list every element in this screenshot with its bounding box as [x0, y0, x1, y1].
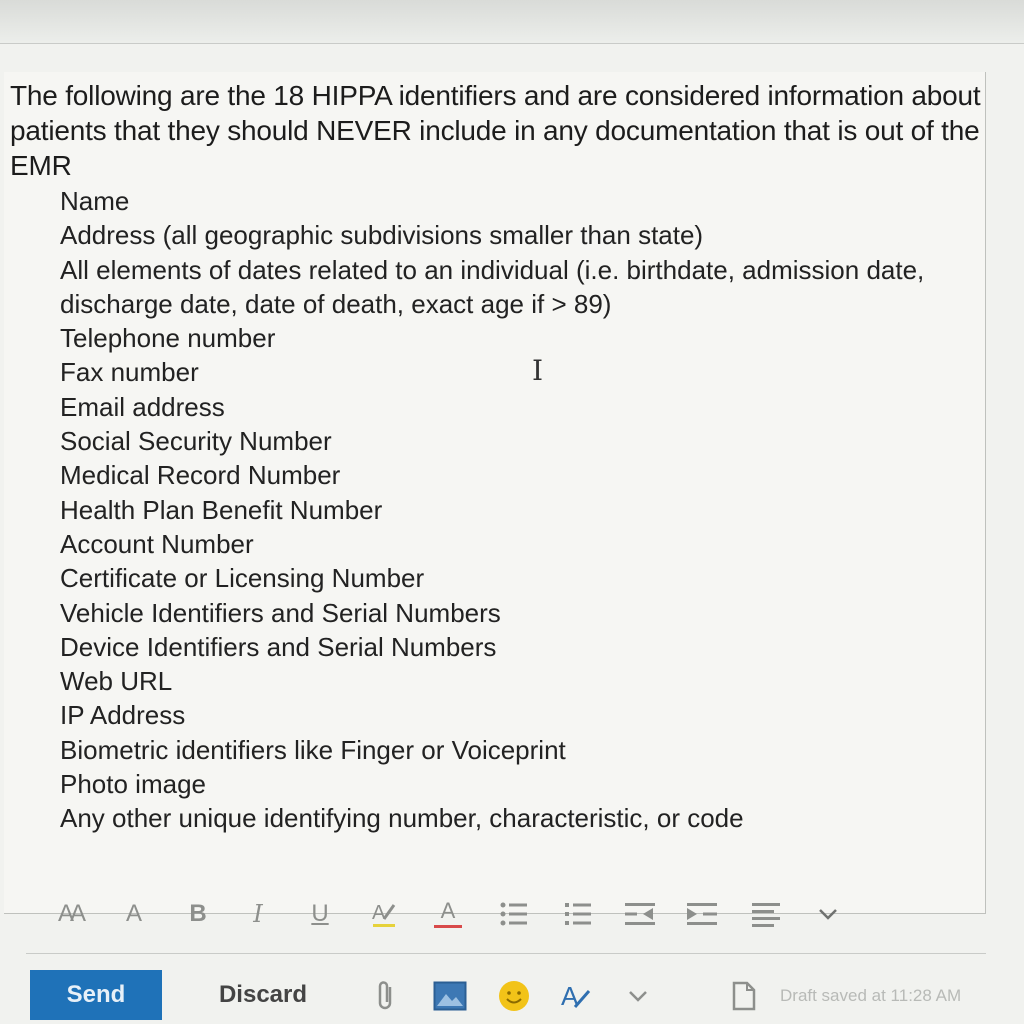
increase-indent-button[interactable] — [680, 894, 724, 934]
list-item: Any other unique identifying number, characteristic, or code — [60, 803, 744, 834]
font-color-button[interactable] — [426, 894, 470, 934]
chevron-down-icon — [817, 906, 839, 922]
underline-button[interactable] — [298, 894, 342, 934]
underline-icon: U — [311, 900, 329, 927]
editor-button[interactable] — [556, 976, 596, 1016]
list-item: Account Number — [60, 528, 254, 559]
identifier-list — [60, 184, 960, 836]
font-color-swatch — [434, 925, 462, 928]
emoji-icon — [497, 979, 531, 1013]
message-body-editor[interactable] — [4, 72, 986, 914]
list-item: Certificate or Licensing Number — [60, 563, 425, 594]
numbering-button[interactable] — [556, 894, 600, 934]
list-item: Web URL — [60, 666, 173, 697]
decrease-indent-icon — [623, 900, 657, 928]
draft-document-icon — [731, 981, 757, 1011]
list-item: Vehicle Identifiers and Serial Numbers — [60, 597, 501, 628]
attach-button[interactable] — [366, 976, 406, 1016]
list-item: Email address — [60, 391, 225, 422]
list-item: Health Plan Benefit Number — [60, 494, 383, 525]
more-actions-button[interactable] — [618, 976, 658, 1016]
font-size-icon: AA — [57, 900, 82, 927]
list-item: IP Address — [60, 700, 186, 731]
font-color-icon — [434, 900, 462, 928]
emoji-button[interactable] — [494, 976, 534, 1016]
svg-text:A: A — [372, 902, 386, 924]
chevron-down-icon — [627, 988, 649, 1004]
decrease-indent-button[interactable] — [618, 894, 662, 934]
compose-pane — [0, 44, 1024, 1024]
italic-button[interactable] — [236, 894, 280, 934]
list-item: Device Identifiers and Serial Numbers — [60, 631, 497, 662]
insert-picture-button[interactable] — [430, 976, 470, 1016]
align-icon — [750, 900, 782, 928]
paperclip-icon — [374, 979, 398, 1013]
bullets-icon — [499, 900, 529, 928]
list-item: Address (all geographic subdivisions smaller than state) — [60, 220, 704, 251]
svg-text:A: A — [561, 981, 579, 1011]
send-button[interactable]: Send — [30, 970, 162, 1020]
align-button[interactable] — [744, 894, 788, 934]
list-item: Medical Record Number — [60, 460, 341, 491]
list-item: Photo image — [60, 769, 206, 800]
bold-icon: B — [189, 900, 207, 927]
picture-icon — [433, 981, 467, 1011]
discard-button[interactable]: Discard — [196, 970, 330, 1020]
increase-indent-icon — [685, 900, 719, 928]
window-top-strip — [0, 0, 1024, 44]
draft-indicator — [724, 976, 764, 1016]
list-item: Name — [60, 186, 130, 216]
list-item: Biometric identifiers like Finger or Voiceprint — [60, 734, 566, 765]
grow-font-button[interactable] — [112, 894, 156, 934]
bold-button[interactable] — [176, 894, 220, 934]
text-cursor-icon: I — [532, 354, 544, 387]
font-color-glyph: A — [440, 898, 456, 923]
grow-font-icon: A — [125, 900, 142, 927]
compose-action-bar — [0, 964, 1024, 1024]
list-item: Telephone number — [60, 323, 276, 354]
font-size-button[interactable] — [48, 894, 92, 934]
list-item: All elements of dates related to an individual (i.e. birthdate, admission date, discharge date, date of death, exact age if > 89) — [60, 254, 925, 319]
highlight-button[interactable] — [362, 894, 406, 934]
highlight-icon — [370, 899, 398, 929]
bullets-button[interactable] — [492, 894, 536, 934]
message-intro: The following are the 18 HIPPA identifiers and are considered information about patients that they should NEVER include in any documentation that is out of the EMR — [10, 80, 981, 181]
draft-status-text: Draft saved at 11:28 AM — [780, 986, 962, 1005]
numbering-icon — [563, 900, 593, 928]
italic-icon: I — [253, 900, 263, 928]
format-toolbar — [26, 874, 986, 954]
list-item: Fax number — [60, 357, 199, 388]
list-item: Social Security Number — [60, 426, 332, 457]
more-formatting-button[interactable] — [806, 894, 850, 934]
editor-pen-icon — [559, 979, 593, 1013]
